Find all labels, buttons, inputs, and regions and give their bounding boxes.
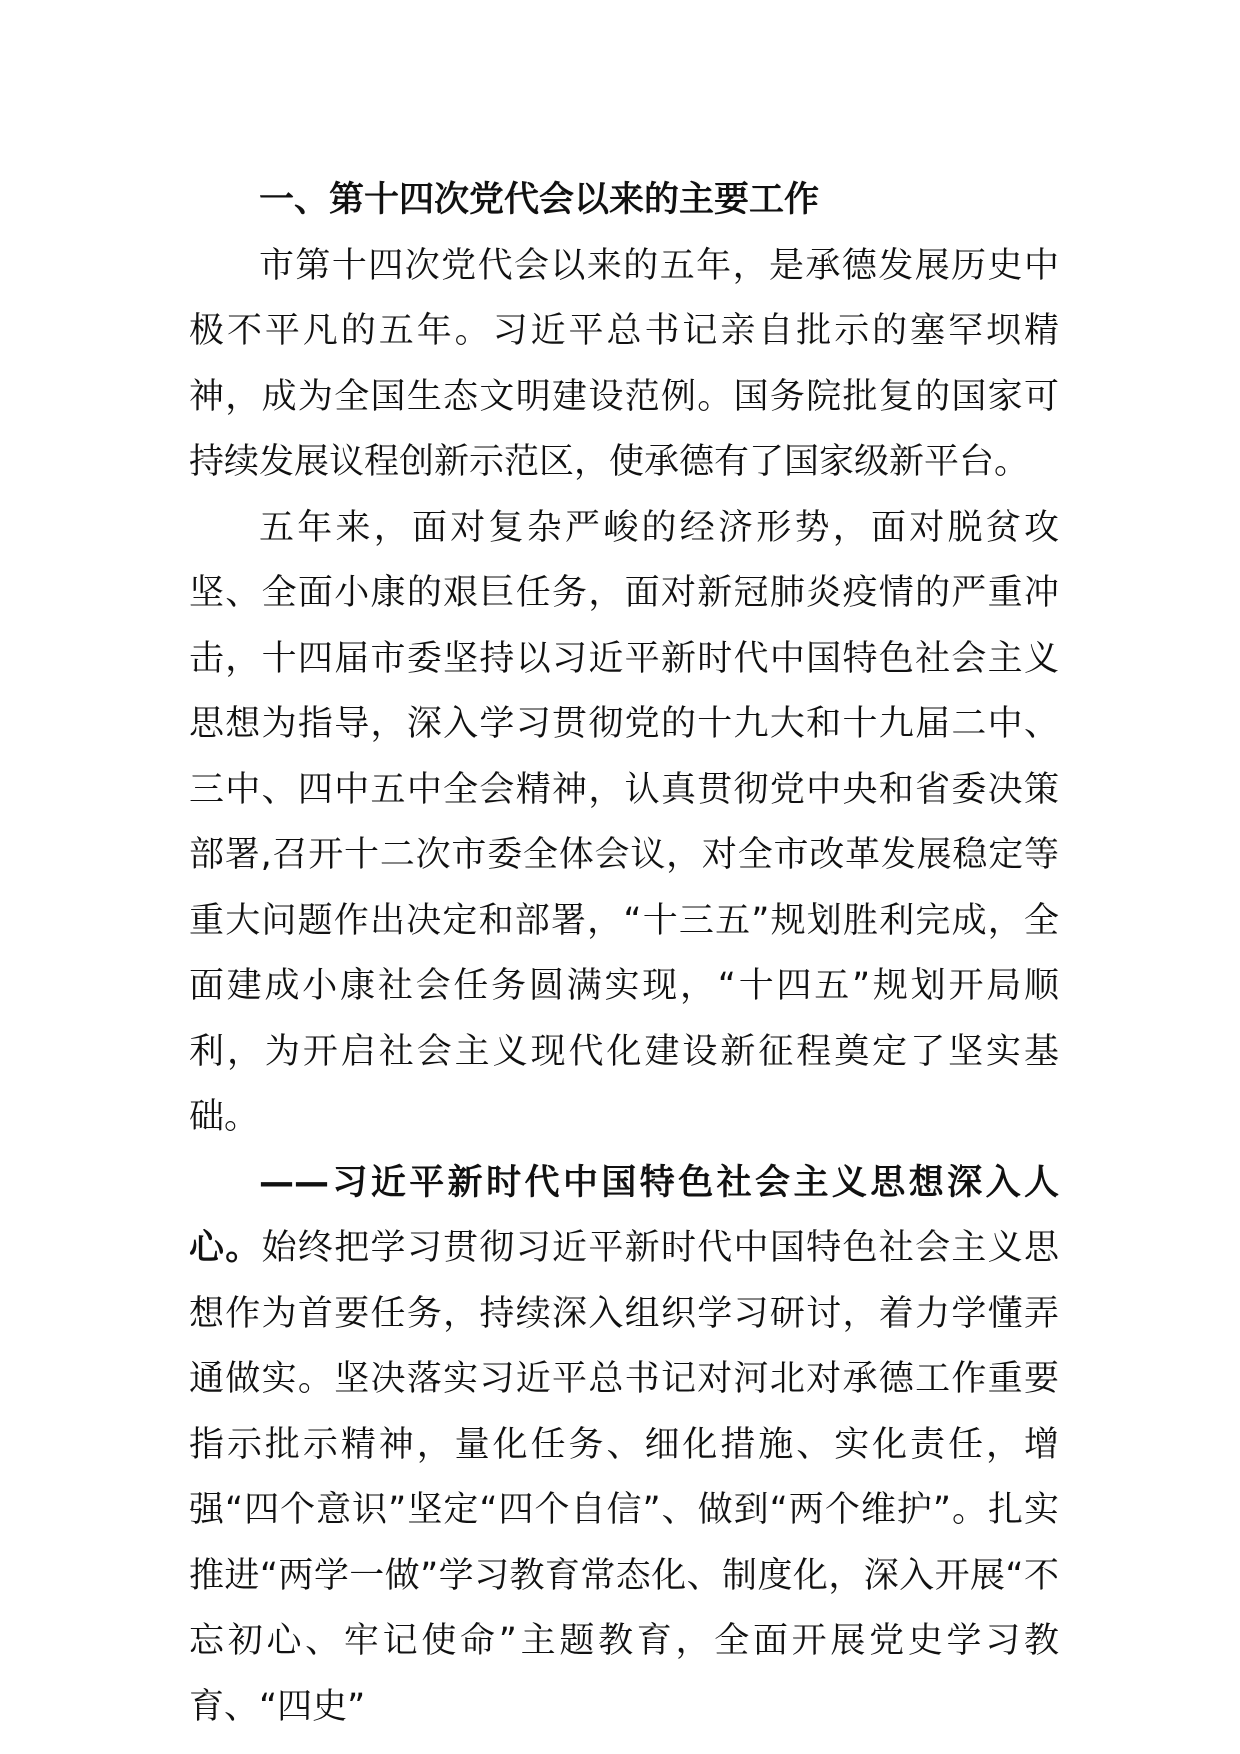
- paragraph-3: [189, 1151, 1059, 1741]
- paragraph-2: 五年来，面对复杂严峻的经济形势，面对脱贫攻坚、全面小康的艰巨任务，面对新冠肺炎疫情的严重冲击，十四届市委坚持以习近平新时代中国特色社会主义思想为指导，深入学习贯彻党的十九大和十九届二中、三中、四中五中全会精神，认真贯彻党中央和省委决策部署,召开十二次市委全体会议，对全市改革发展稳定等重大问题作出决定和部署，“十三五”规划胜利完成，全面建成小康社会任务圆满实现，“十四五”规划开局顺利，为开启社会主义现代化建设新征程奠定了坚实基础。: [189, 507, 1059, 1137]
- paragraph-1: 市第十四次党代会以来的五年，是承德发展历史中极不平凡的五年。习近平总书记亲自批示的塞罕坝精神，成为全国生态文明建设范例。国务院批复的国家可持续发展议程创新示范区，使承德有了国家级新平台。: [189, 245, 1059, 482]
- section-heading: 一、第十四次党代会以来的主要工作: [259, 180, 820, 220]
- document-body: [189, 168, 1059, 1740]
- paragraph-3-body: 始终把学习贯彻习近平新时代中国特色社会主义思想作为首要任务，持续深入组织学习研讨，着力学懂弄通做实。坚决落实习近平总书记对河北对承德工作重要指示批示精神，量化任务、细化措施、实化责任，增强“四个意识”坚定“四个自信”、做到“两个维护”。扎实推进“两学一做”学习教育常态化、制度化，深入开展“不忘初心、牢记使命”主题教育，全面开展党史学习教育、“四史”: [189, 1228, 1059, 1727]
- paragraph-lead: ——习近平新时代中国特色社会主义思想深入人心。: [189, 1162, 1059, 1268]
